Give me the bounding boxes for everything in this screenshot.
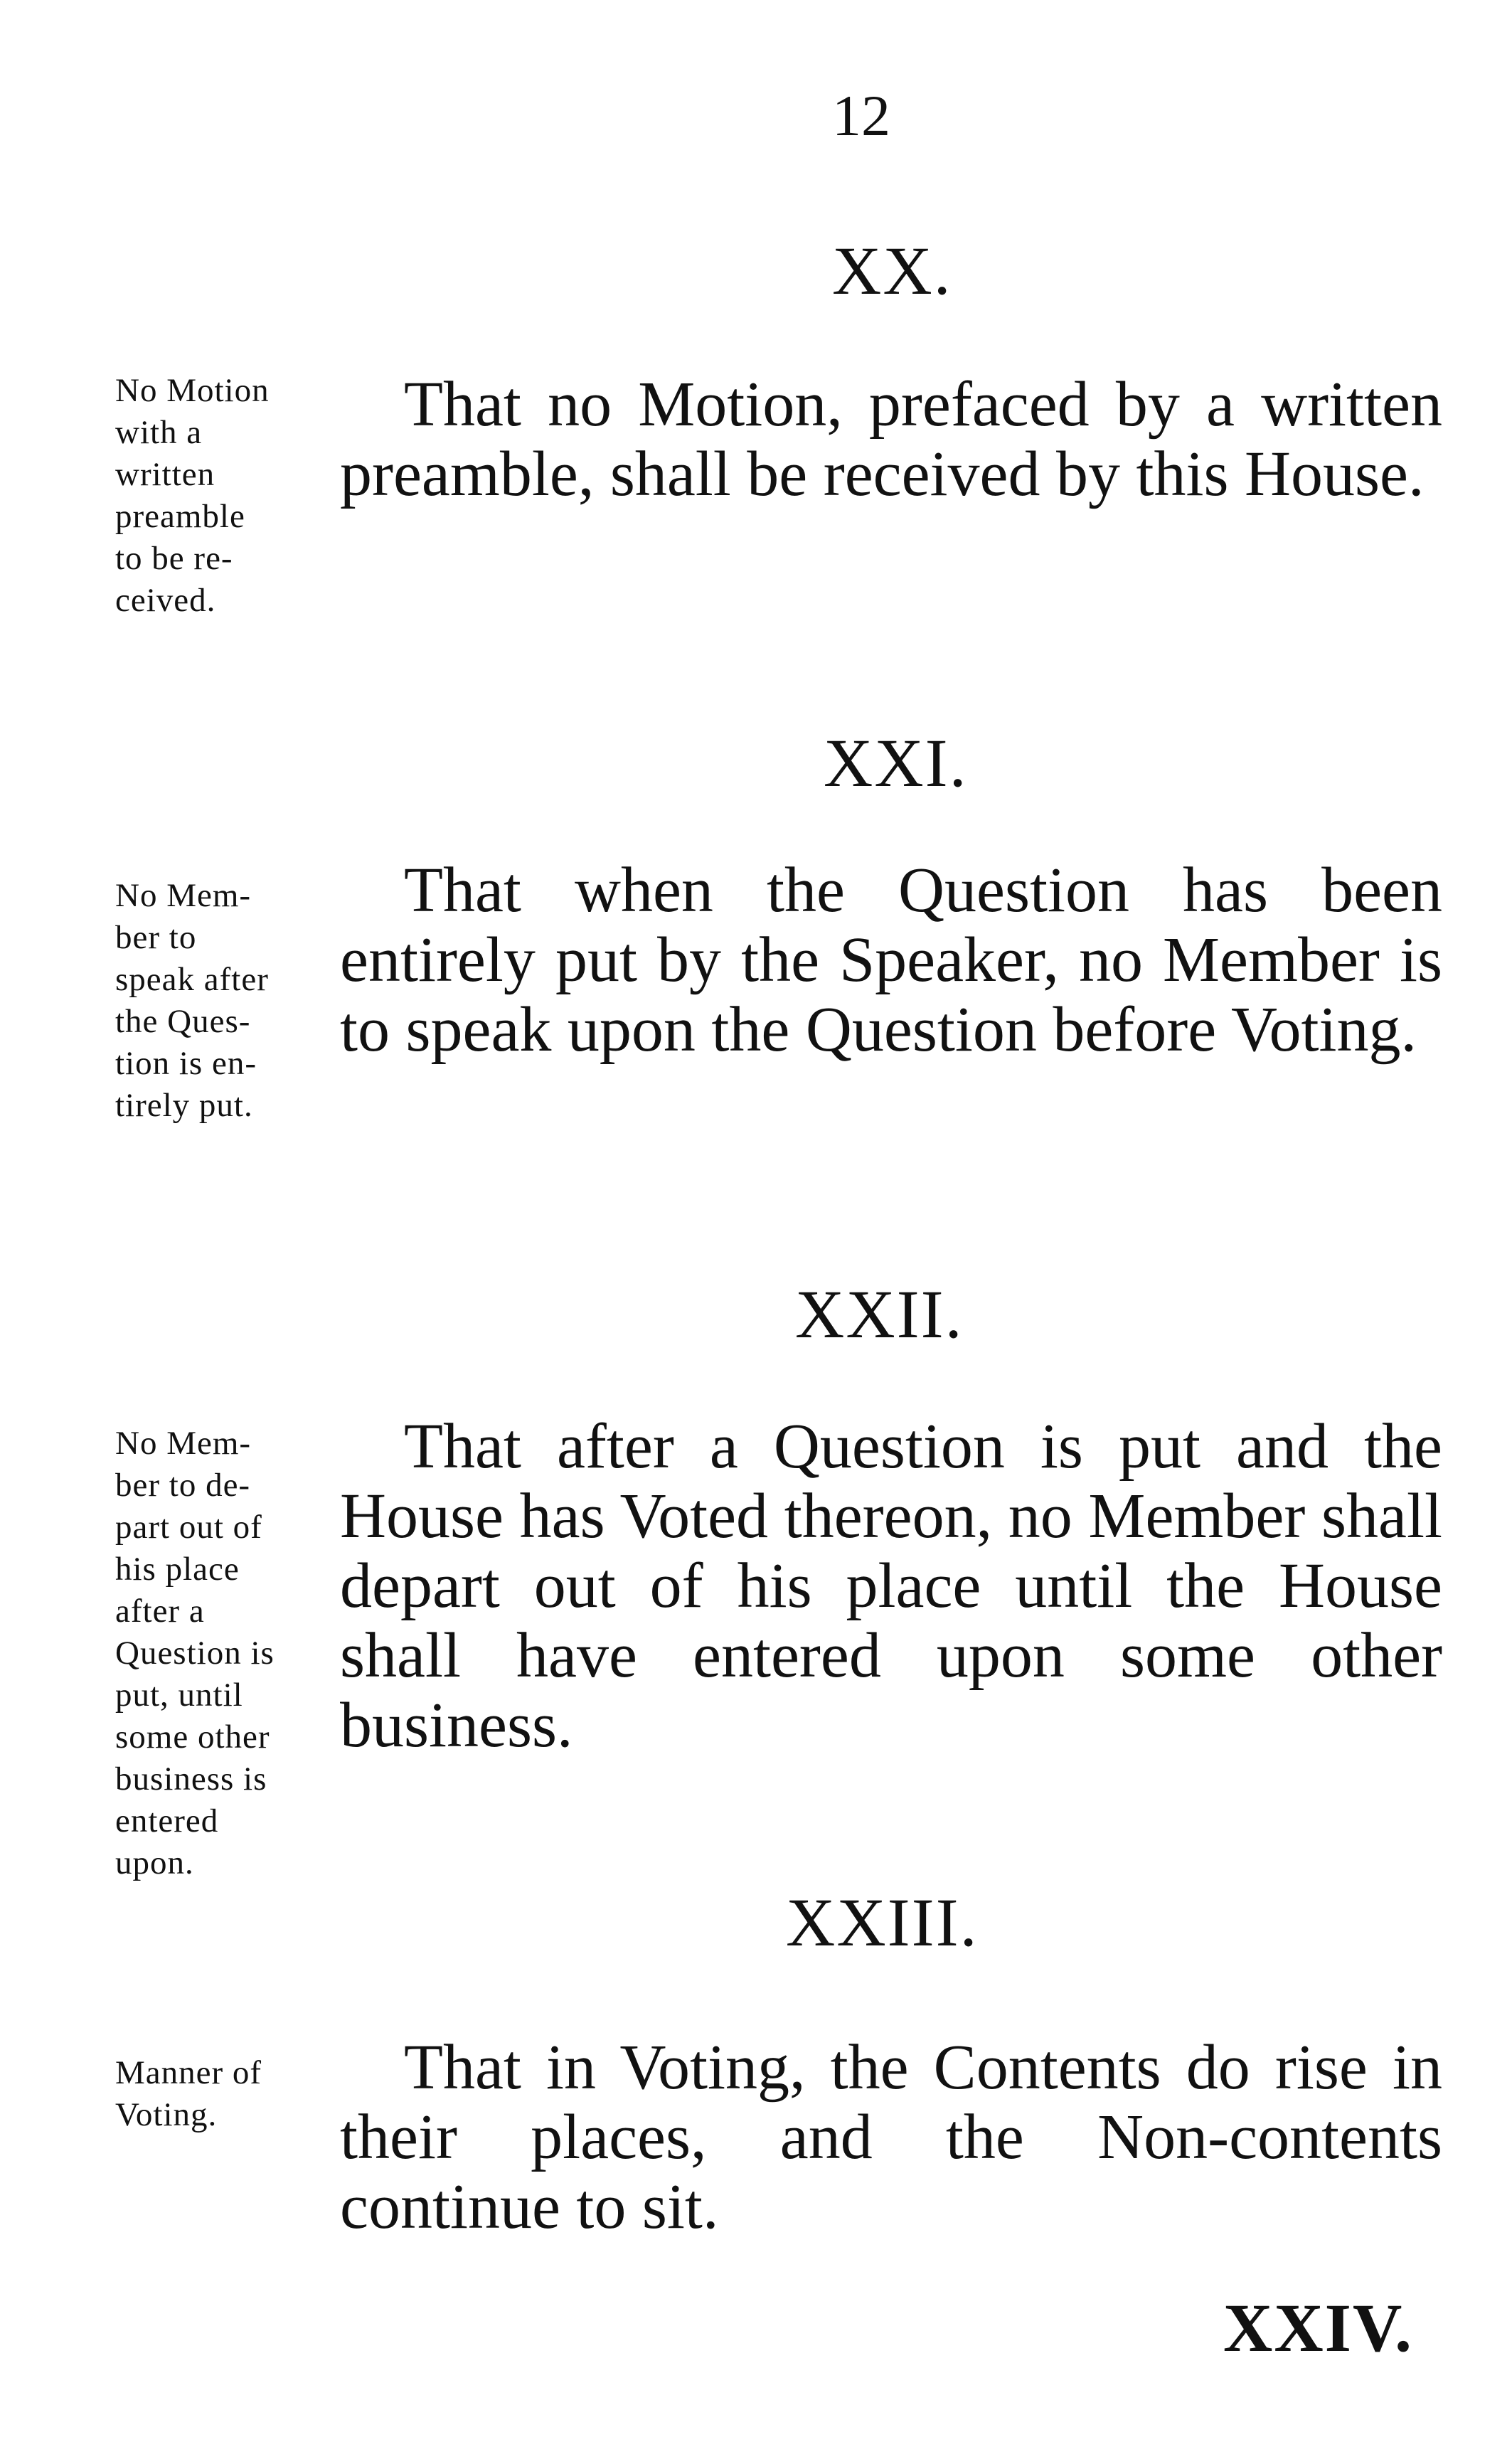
section-heading-xxiv: XXIV. [1223, 2290, 1413, 2366]
margin-note-xxii: No Mem- ber to de- part out of his place after a Question is put, until some other business is entered upon. [115, 1425, 275, 1881]
margin-note-xx: No Motion with a written preamble to be re- ceived. [115, 372, 270, 619]
section-heading-xxiii: XXIII. [786, 1884, 979, 1960]
rule-text-xxiii: That in Voting, the Contents do rise in their places, and the Non-contents continue to sit. [340, 2032, 1442, 2242]
rule-text-xxii: That after a Question is put and the House has Voted thereon, no Member shall depart out of his place until the House shall have entered upon some other business. [340, 1411, 1442, 1760]
section-heading-xx: XX. [832, 233, 952, 309]
rule-text-xxi: That when the Question has been entirely put by the Speaker, no Member is to speak upon the Question before Voting. [340, 855, 1442, 1065]
rule-text-xx: That no Motion, prefaced by a written preamble, shall be received by this House. [340, 369, 1442, 509]
section-heading-xxi: XXI. [824, 725, 968, 801]
margin-note-xxi: No Mem- ber to speak after the Ques- tion is en- tirely put. [115, 877, 269, 1124]
page-number: 12 [832, 83, 890, 148]
margin-note-xxiii: Manner of Voting. [115, 2054, 262, 2133]
section-heading-xxii: XXII. [795, 1276, 964, 1352]
